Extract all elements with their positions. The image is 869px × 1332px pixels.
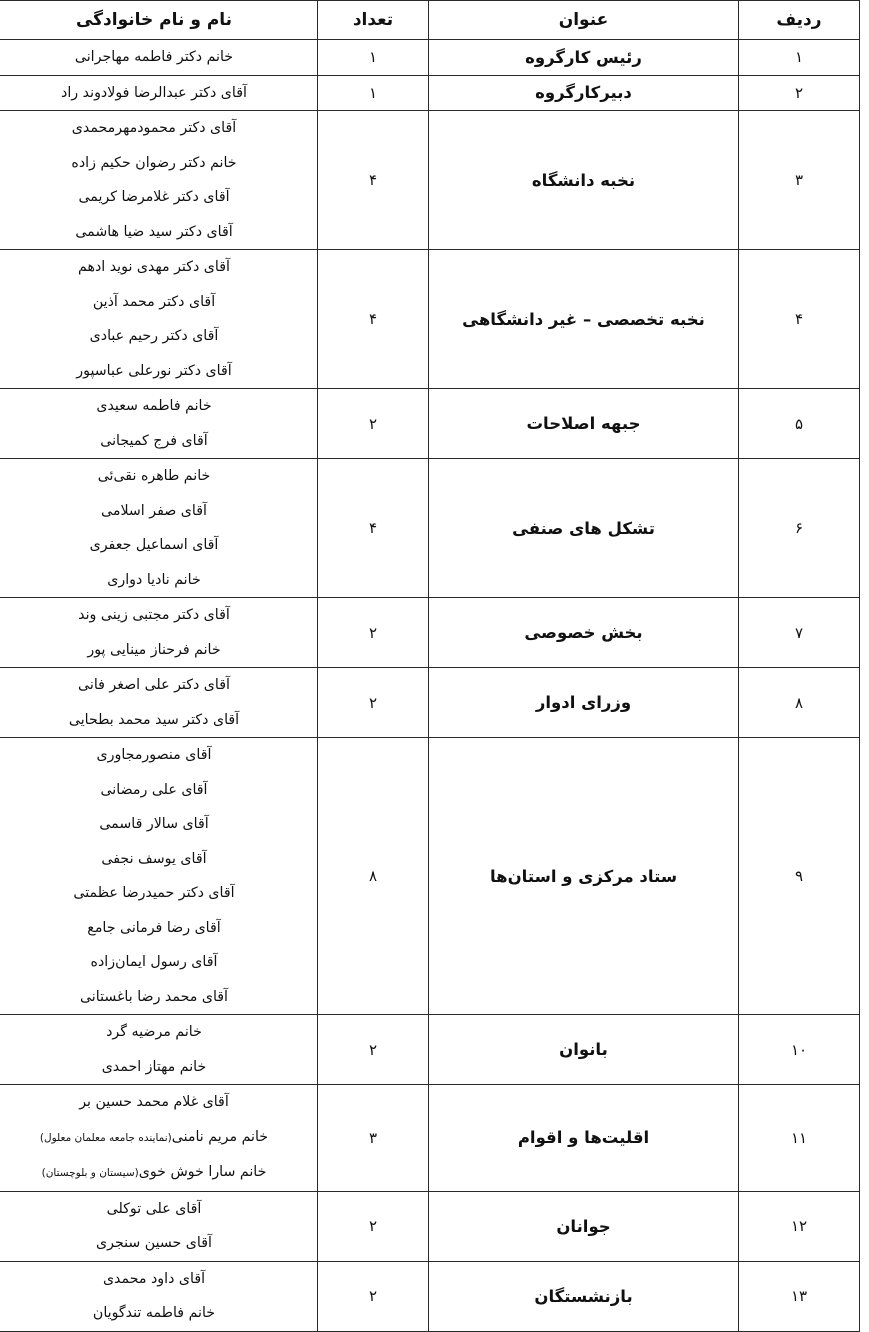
- table-row: [0, 459, 860, 598]
- member-count-cell: ۲: [318, 389, 429, 459]
- table-row: [0, 668, 860, 738]
- member-names-cell: [0, 1261, 318, 1331]
- member-name: [0, 633, 317, 668]
- member-name-text: آقای فرج کمیجانی: [100, 432, 208, 449]
- member-name-text: خانم دکتر رضوان حکیم زاده: [71, 154, 237, 171]
- member-name: [0, 285, 317, 320]
- group-title-cell: بانوان: [429, 1015, 739, 1085]
- member-name-text: خانم فاطمه تندگویان: [92, 1305, 216, 1321]
- member-count-cell: ۲: [318, 1015, 429, 1085]
- member-name: [0, 180, 317, 215]
- member-names-cell: [0, 1085, 318, 1192]
- table-row: [0, 598, 860, 668]
- member-name: [0, 389, 317, 424]
- table-row: [0, 1085, 860, 1192]
- member-name-text: آقای حسین سنجری: [96, 1235, 212, 1251]
- member-name-text: آقای دکتر علی اصغر فانی: [78, 677, 230, 693]
- member-name: [0, 250, 317, 285]
- member-names-cell: [0, 75, 318, 111]
- row-number-cell: ۵: [739, 389, 860, 459]
- row-number-cell: ۱۰: [739, 1015, 860, 1085]
- member-count-cell: ۴: [318, 459, 429, 598]
- member-name-text: آقای دکتر سید ضیا هاشمی: [75, 223, 233, 240]
- member-name-text: آقای دکتر حمیدرضا عظمتی: [73, 885, 235, 901]
- member-name-text: خانم طاهره نقی‌ئی: [97, 468, 211, 484]
- member-name-text: آقای دکتر محمد آذین: [92, 293, 216, 310]
- member-name-text: خانم مرضیه گرد: [106, 1024, 202, 1040]
- table-row: [0, 1261, 860, 1331]
- table-row: [0, 111, 860, 250]
- group-title-cell: بازنشستگان: [429, 1261, 739, 1331]
- member-name: [0, 40, 317, 75]
- row-number-cell: ۱۱: [739, 1085, 860, 1192]
- table-body: [0, 40, 860, 1332]
- member-names-cell: [0, 111, 318, 250]
- member-name-text: آقای دکتر محمودمهرمحمدی: [71, 120, 237, 136]
- group-title-cell: نخبه تخصصی – غیر دانشگاهی: [429, 250, 739, 389]
- member-name: [0, 494, 317, 529]
- member-name: [0, 76, 317, 111]
- member-name: [0, 980, 317, 1015]
- member-name-text: آقای دکتر نورعلی عباسپور: [76, 362, 232, 379]
- row-number-cell: ۱۲: [739, 1191, 860, 1261]
- member-name-text: آقای علی رمضانی: [100, 781, 208, 798]
- member-name: [0, 1050, 317, 1085]
- member-name-text: آقای دکتر رحیم عبادی: [89, 328, 219, 344]
- member-count-cell: ۱: [318, 40, 429, 76]
- group-title-cell: ستاد مرکزی و استان‌ها: [429, 738, 739, 1015]
- member-name: [0, 459, 317, 494]
- header-full-name: نام و نام خانوادگی: [0, 1, 318, 40]
- member-name: [0, 424, 317, 459]
- header-count: تعداد: [318, 1, 429, 40]
- member-name-text: آقای غلام محمد حسین بر: [79, 1094, 229, 1110]
- group-title-cell: رئیس کارگروه: [429, 40, 739, 76]
- member-name-text: آقای منصورمجاوری: [96, 747, 212, 763]
- member-name: [0, 1120, 317, 1156]
- member-name-text: آقای دکتر سید محمد بطحایی: [68, 711, 240, 728]
- table-row: [0, 40, 860, 76]
- member-name: [0, 1296, 317, 1331]
- row-number-cell: ۱۳: [739, 1261, 860, 1331]
- member-name-text: آقای دکتر عبدالرضا فولادوند راد: [61, 84, 247, 101]
- member-names-cell: [0, 40, 318, 76]
- member-name-text: آقای علی توکلی: [106, 1200, 202, 1217]
- member-name-text: خانم فرحناز مینایی پور: [87, 641, 221, 658]
- member-name-text: خانم مریم نامنی: [171, 1128, 269, 1145]
- member-name: [0, 876, 317, 911]
- member-name: [0, 703, 317, 738]
- member-count-cell: ۲: [318, 1191, 429, 1261]
- row-number-cell: ۱: [739, 40, 860, 76]
- member-name: [0, 111, 317, 146]
- member-name-text: آقای صفر اسلامی: [101, 502, 207, 519]
- member-count-cell: ۱: [318, 75, 429, 111]
- member-name: [0, 1085, 317, 1120]
- member-name: [0, 1192, 317, 1227]
- table-row: [0, 1015, 860, 1085]
- row-number-cell: ۷: [739, 598, 860, 668]
- table-row: [0, 250, 860, 389]
- member-name: [0, 738, 317, 773]
- member-names-cell: [0, 668, 318, 738]
- member-count-cell: ۲: [318, 1261, 429, 1331]
- group-title-cell: نخبه دانشگاه: [429, 111, 739, 250]
- member-name: [0, 528, 317, 563]
- member-name: [0, 146, 317, 181]
- member-name: [0, 911, 317, 946]
- header-row-number: ردیف: [739, 1, 860, 40]
- member-name: [0, 807, 317, 842]
- member-name: [0, 1226, 317, 1261]
- group-title-cell: وزرای ادوار: [429, 668, 739, 738]
- row-number-cell: ۲: [739, 75, 860, 111]
- member-names-cell: [0, 389, 318, 459]
- member-name-text: خانم فاطمه سعیدی: [96, 398, 212, 414]
- member-name: [0, 354, 317, 389]
- member-name: [0, 598, 317, 633]
- member-count-cell: ۲: [318, 598, 429, 668]
- row-number-cell: ۹: [739, 738, 860, 1015]
- member-name-note: (نماینده جامعه معلمان معلول): [39, 1131, 172, 1144]
- member-count-cell: ۲: [318, 668, 429, 738]
- group-title-cell: جبهه اصلاحات: [429, 389, 739, 459]
- group-title-cell: جوانان: [429, 1191, 739, 1261]
- table-row: [0, 389, 860, 459]
- table-row: [0, 1191, 860, 1261]
- member-count-cell: ۴: [318, 250, 429, 389]
- header-title: عنوان: [429, 1, 739, 40]
- member-name: [0, 1015, 317, 1050]
- group-title-cell: بخش خصوصی: [429, 598, 739, 668]
- member-name-text: خانم سارا خوش خوی: [138, 1164, 267, 1180]
- member-name-text: آقای رسول ایمان‌زاده: [90, 954, 218, 970]
- member-name: [0, 842, 317, 877]
- member-name: [0, 668, 317, 703]
- row-number-cell: ۴: [739, 250, 860, 389]
- member-name: [0, 773, 317, 808]
- table-row: [0, 75, 860, 111]
- member-names-cell: [0, 738, 318, 1015]
- member-name: [0, 215, 317, 250]
- table-row: [0, 738, 860, 1015]
- group-title-cell: تشکل های صنفی: [429, 459, 739, 598]
- member-name-text: آقای رضا فرمانی جامع: [87, 919, 221, 936]
- member-name-text: خانم مهتاز احمدی: [101, 1058, 207, 1075]
- member-name-text: آقای محمد رضا باغستانی: [79, 988, 229, 1005]
- member-name: [0, 563, 317, 598]
- member-count-cell: ۸: [318, 738, 429, 1015]
- member-name-text: آقای دکتر غلامرضا کریمی: [78, 189, 230, 205]
- member-name: [0, 945, 317, 980]
- member-name-note: (سیستان و بلوچستان): [41, 1167, 139, 1179]
- member-name-text: آقای یوسف نجفی: [101, 850, 207, 867]
- member-names-cell: [0, 250, 318, 389]
- row-number-cell: ۶: [739, 459, 860, 598]
- member-names-cell: [0, 459, 318, 598]
- member-names-cell: [0, 1015, 318, 1085]
- group-title-cell: اقلیت‌ها و اقوام: [429, 1085, 739, 1192]
- member-names-cell: [0, 1191, 318, 1261]
- member-count-cell: ۴: [318, 111, 429, 250]
- member-names-cell: [0, 598, 318, 668]
- member-name: [0, 1155, 317, 1191]
- member-name-text: آقای دکتر مجتبی زینی وند: [78, 607, 230, 623]
- member-name: [0, 319, 317, 354]
- member-name-text: آقای دکتر مهدی نوید ادهم: [78, 259, 230, 275]
- table-header-row: [0, 1, 860, 40]
- member-name-text: خانم دکتر فاطمه مهاجرانی: [74, 49, 234, 65]
- member-name-text: آقای سالار قاسمی: [99, 816, 209, 832]
- member-name-text: آقای داود محمدی: [102, 1270, 206, 1287]
- group-title-cell: دبیرکارگروه: [429, 75, 739, 111]
- member-name-text: خانم نادیا دواری: [107, 571, 201, 588]
- row-number-cell: ۸: [739, 668, 860, 738]
- member-count-cell: ۳: [318, 1085, 429, 1192]
- member-name-text: آقای اسماعیل جعفری: [89, 537, 219, 553]
- row-number-cell: ۳: [739, 111, 860, 250]
- member-name: [0, 1262, 317, 1297]
